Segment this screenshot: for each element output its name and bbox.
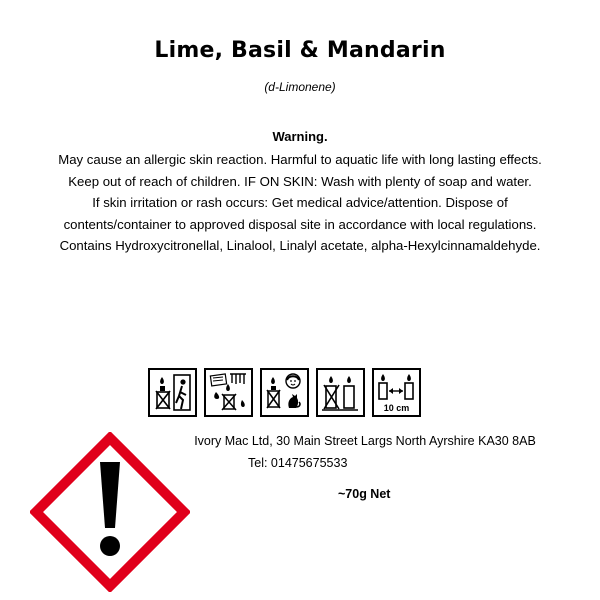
- draught-icon: [316, 368, 365, 417]
- warning-line: contents/container to approved disposal site in accordance with local regulations.: [63, 216, 537, 232]
- warning-body: [20, 149, 580, 257]
- warning-heading: Warning.: [272, 129, 328, 144]
- net-weight: ~70g Net: [338, 487, 391, 501]
- flammable-objects-icon: [204, 368, 253, 417]
- company-address: Ivory Mac Ltd, 30 Main Street Largs North Ayrshire KA30 8AB: [194, 434, 536, 448]
- spacing-label: 10 cm: [383, 403, 410, 413]
- product-subtitle: (d-Limonene): [264, 80, 336, 94]
- warning-line: May cause an allergic skin reaction. Harmful to aquatic life with long lasting effects.: [58, 152, 542, 167]
- company-telephone: Tel: 01475675533: [248, 456, 348, 470]
- safety-icons-row: [148, 368, 421, 417]
- warning-line: Keep out of reach of children. IF ON SKIN: Wash with plenty of soap and water.: [68, 173, 532, 189]
- product-title: Lime, Basil & Mandarin: [154, 38, 446, 63]
- unattended-candle-icon: [148, 368, 197, 417]
- candle-spacing-icon: [372, 368, 421, 417]
- warning-line: If skin irritation or rash occurs: Get medical advice/attention. Dispose of: [92, 195, 508, 210]
- warning-line: Contains Hydroxycitronellal, Linalool, Linalyl acetate, alpha-Hexylcinnamaldehyde.: [59, 238, 541, 253]
- exclamation-hazard-icon: [30, 432, 190, 592]
- children-pets-icon: [260, 368, 309, 417]
